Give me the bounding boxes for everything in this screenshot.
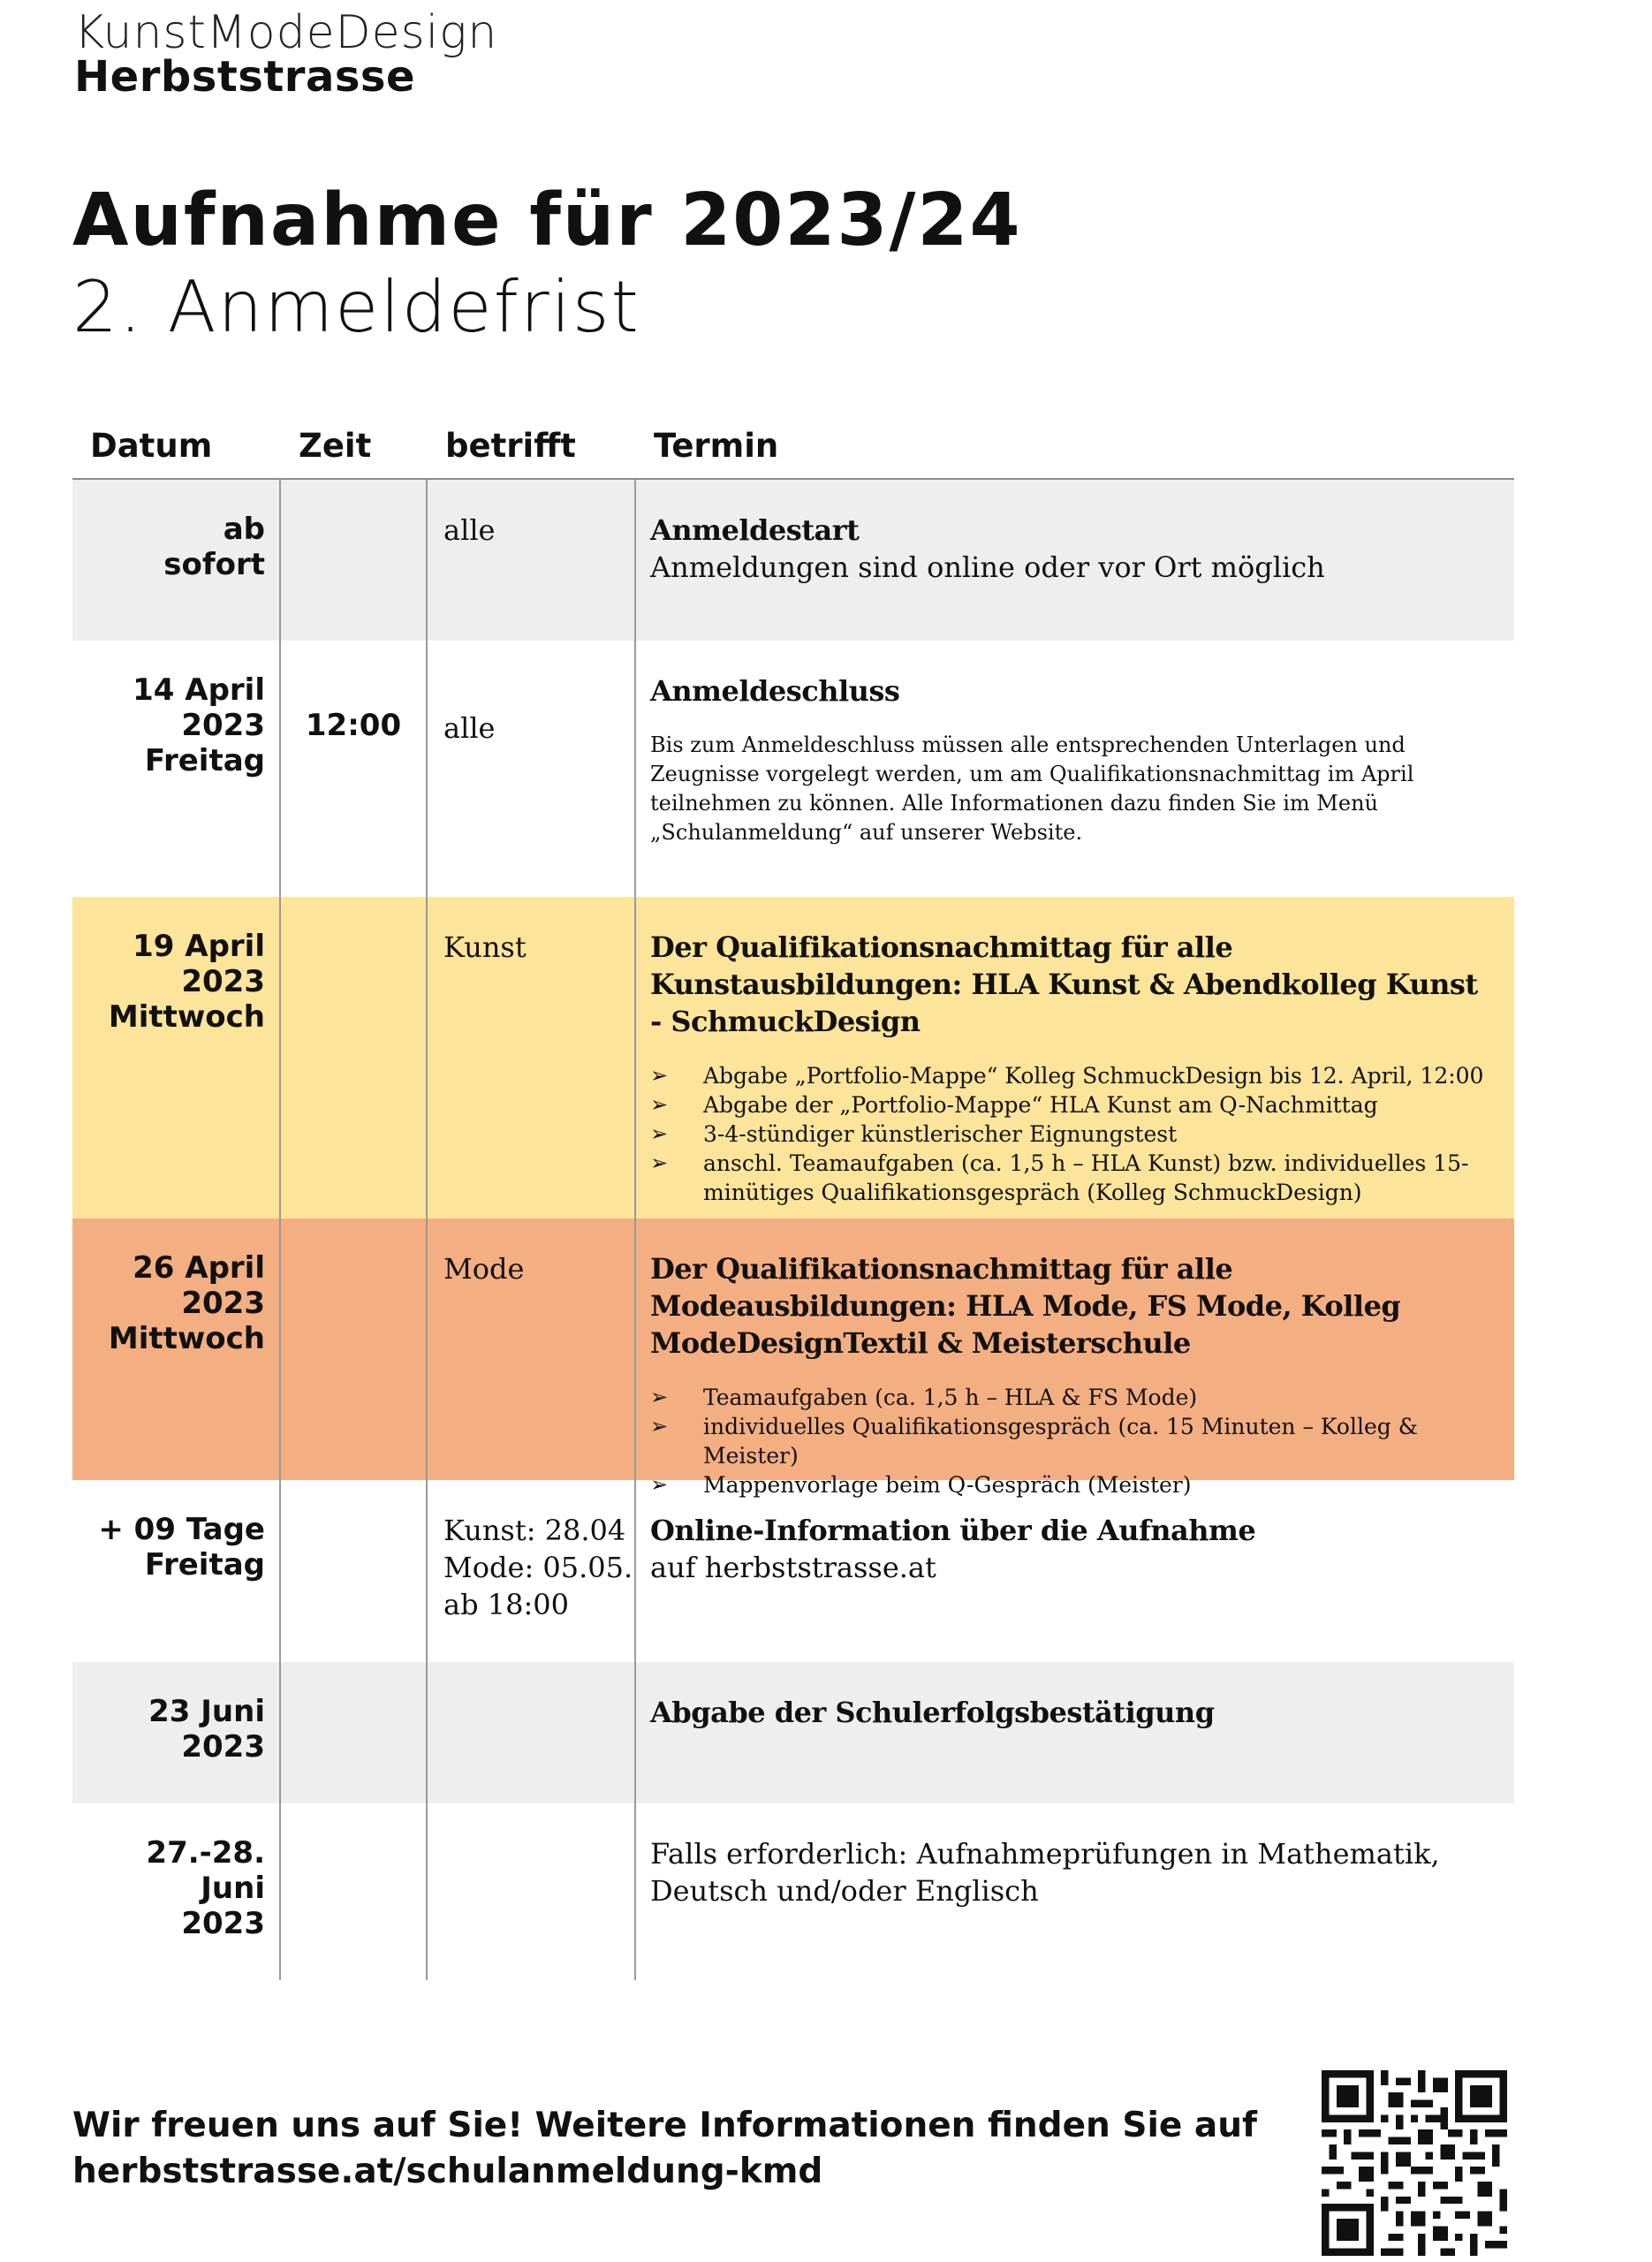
list-item-text: anschl. Teamaufgaben (ca. 1,5 h – HLA Kunst) bzw. individuelles 15-minütiges Qualifikationsgespräch (Kolleg SchmuckDesign) <box>703 1150 1469 1205</box>
appointment-cell <box>636 1480 1514 1662</box>
footer-link[interactable]: herbststrasse.at/schulanmeldung-kmd <box>72 2152 823 2191</box>
appointment-title: Der Qualifikationsnachmittag für alle Modeausbildungen: HLA Mode, FS Mode, Kolleg ModeDesignTextil & Meisterschule <box>650 1252 1401 1360</box>
arrowhead-bullet-icon: ➢ <box>650 1150 669 1175</box>
date-line: + 09 Tage <box>98 1512 265 1547</box>
date-line: 23 Juni <box>148 1694 265 1729</box>
concerns-cell <box>428 480 636 641</box>
date-cell <box>72 1218 281 1480</box>
appointment-text: Anmeldungen sind online oder vor Ort möglich <box>650 550 1325 584</box>
concerns-cell <box>428 897 636 1218</box>
concerns-cell <box>428 1803 636 1980</box>
date-line: 2023 <box>181 964 265 999</box>
table-row <box>72 1218 1514 1498</box>
time-cell <box>281 1218 428 1480</box>
list-item-text: Teamaufgaben (ca. 1,5 h – HLA & FS Mode) <box>703 1385 1198 1410</box>
date-line: 26 April <box>133 1250 265 1286</box>
header-date: Datum <box>90 427 213 465</box>
date-line: 2023 <box>181 1286 265 1321</box>
table-row <box>72 897 1514 1218</box>
list-item <box>650 1061 1493 1090</box>
list-item <box>650 1149 1493 1207</box>
list-item-text: individuelles Qualifikationsgespräch (ca. 15 Minuten – Kolleg & Meister) <box>703 1414 1418 1469</box>
list-item <box>650 1412 1493 1470</box>
date-line: Freitag <box>144 1547 265 1583</box>
date-line: 2023 <box>181 708 265 743</box>
appointment-text: Falls erforderlich: Aufnahmeprüfungen in Mathematik, Deutsch und/oder Englisch <box>650 1837 1440 1908</box>
date-line: Mittwoch <box>108 999 265 1035</box>
time-cell <box>281 1662 428 1803</box>
time-cell <box>281 1803 428 1980</box>
page-subtitle: 2. Anmeldefrist <box>72 266 640 348</box>
arrowhead-bullet-icon: ➢ <box>650 1472 669 1497</box>
concerns-line: Kunst: 28.04 <box>443 1514 626 1547</box>
appointment-note: Bis zum Anmeldeschluss müssen alle entsprechenden Unterlagen und Zeugnisse vorgelegt werden, um am Qualifikationsnachmittag im April teilnehmen zu können. Alle Informationen dazu finden Sie im Menü „Schulanmeldung“ auf unserer Website. <box>650 732 1414 845</box>
date-cell <box>72 1662 281 1803</box>
schedule-table <box>72 420 1514 1980</box>
date-cell <box>72 1803 281 1980</box>
table-row <box>72 641 1514 897</box>
table-row <box>72 1662 1514 1803</box>
arrowhead-bullet-icon: ➢ <box>650 1385 669 1409</box>
date-cell <box>72 641 281 897</box>
list-item <box>650 1090 1493 1120</box>
date-line: 19 April <box>133 929 265 964</box>
arrowhead-bullet-icon: ➢ <box>650 1121 669 1146</box>
date-line: ab <box>223 512 265 547</box>
concerns-cell <box>428 1218 636 1480</box>
list-item-text: 3-4-stündiger künstlerischer Eignungstest <box>703 1121 1178 1147</box>
footer-line1: Wir freuen uns auf Sie! Weitere Informationen finden Sie auf <box>72 2106 1257 2145</box>
concerns-line: Mode: 05.05. <box>443 1551 633 1584</box>
date-line: sofort <box>163 547 265 582</box>
date-line: Juni <box>201 1871 265 1906</box>
list-item <box>650 1383 1493 1412</box>
footer-note <box>72 2103 1257 2195</box>
time-cell <box>281 1480 428 1662</box>
header-time: Zeit <box>299 427 372 465</box>
brand-logo <box>74 6 498 102</box>
header-concerns: betrifft <box>445 427 576 465</box>
time-cell <box>281 897 428 1218</box>
list-item <box>650 1470 1493 1499</box>
date-cell <box>72 480 281 641</box>
list-item-text: Mappenvorlage beim Q-Gespräch (Meister) <box>703 1472 1192 1498</box>
appointment-title: Anmeldestart <box>650 513 860 547</box>
appointment-title: Anmeldeschluss <box>650 674 900 708</box>
brand-name-line1: KunstModeDesign <box>74 6 498 59</box>
qr-code-icon[interactable] <box>1322 2070 1507 2256</box>
appointment-title: Der Qualifikationsnachmittag für alle Kunstausbildungen: HLA Kunst & Abendkolleg Kunst - SchmuckDesign <box>650 930 1478 1038</box>
bullet-list <box>650 1383 1493 1499</box>
header-appointment: Termin <box>654 427 779 465</box>
date-line: Mittwoch <box>108 1321 265 1356</box>
appointment-cell <box>636 641 1514 897</box>
concerns-line: Kunst <box>443 930 527 964</box>
date-line: 2023 <box>181 1906 265 1941</box>
page-title: Aufnahme für 2023/24 <box>72 178 1022 262</box>
date-cell <box>72 1480 281 1662</box>
concerns-cell <box>428 641 636 897</box>
list-item-text: Abgabe „Portfolio-Mappe“ Kolleg SchmuckDesign bis 12. April, 12:00 <box>703 1063 1484 1089</box>
appointment-title: Abgabe der Schulerfolgsbestätigung <box>650 1696 1215 1729</box>
table-row <box>72 480 1514 641</box>
date-cell <box>72 897 281 1218</box>
website-link[interactable]: auf herbststrasse.at <box>650 1551 936 1584</box>
table-row <box>72 1803 1514 1980</box>
concerns-line: alle <box>443 513 496 547</box>
arrowhead-bullet-icon: ➢ <box>650 1414 669 1438</box>
table-row <box>72 1480 1514 1662</box>
concerns-line: ab 18:00 <box>443 1588 569 1621</box>
list-item-text: Abgabe der „Portfolio-Mappe“ HLA Kunst am Q-Nachmittag <box>703 1092 1378 1118</box>
concerns-line: Mode <box>443 1252 525 1286</box>
table-header <box>72 420 1514 480</box>
brand-name-line2: Herbststrasse <box>74 52 416 102</box>
table-body <box>72 480 1514 1980</box>
date-line: 14 April <box>133 672 265 708</box>
appointment-title: Online-Information über die Aufnahme <box>650 1514 1256 1547</box>
concerns-cell <box>428 1480 636 1662</box>
bullet-list <box>650 1061 1493 1207</box>
concerns-line: alle <box>443 711 496 745</box>
appointment-cell <box>636 1803 1514 1980</box>
appointment-cell <box>636 1218 1514 1498</box>
arrowhead-bullet-icon: ➢ <box>650 1063 669 1088</box>
concerns-cell <box>428 1662 636 1803</box>
appointment-cell <box>636 480 1514 641</box>
arrowhead-bullet-icon: ➢ <box>650 1092 669 1117</box>
appointment-cell <box>636 1662 1514 1803</box>
date-line: 27.-28. <box>146 1835 265 1871</box>
appointment-cell <box>636 897 1514 1218</box>
date-line: 2023 <box>181 1729 265 1765</box>
page-heading <box>72 177 1022 350</box>
date-line: Freitag <box>144 743 265 778</box>
time-cell <box>281 480 428 641</box>
time-cell: 12:00 <box>281 641 428 897</box>
list-item <box>650 1120 1493 1149</box>
